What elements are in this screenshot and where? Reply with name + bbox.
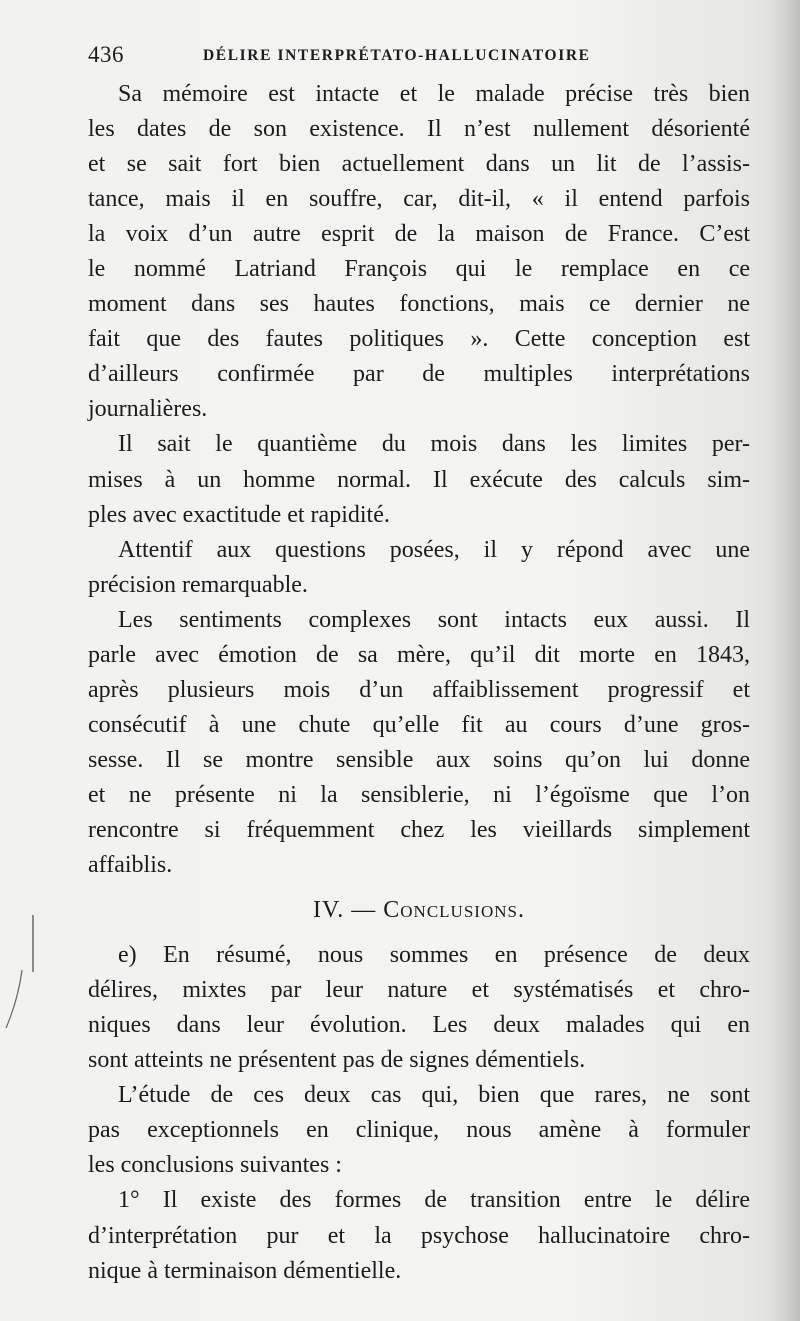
text-line: tance, mais il en souffre, car, dit-il, « il entend parfois: [88, 186, 750, 213]
body-text: [88, 77, 750, 1289]
text-line: nique à terminaison démentielle.: [88, 1257, 402, 1284]
text-line: mises à un homme normal. Il exécute des calculs sim-: [88, 466, 750, 493]
text-line: e) En résumé, nous sommes en présence de deux: [118, 942, 750, 969]
paragraph: [88, 1183, 750, 1288]
text-line: Attentif aux questions posées, il y répond avec une: [118, 536, 750, 563]
text-line: journalières.: [88, 396, 208, 423]
text-line: 1° Il existe des formes de transition entre le délire: [118, 1187, 750, 1214]
text-line: sont atteints ne présentent pas de signes démentiels.: [88, 1047, 586, 1074]
text-line: niques dans leur évolution. Les deux malades qui en: [88, 1012, 750, 1039]
text-line: délires, mixtes par leur nature et systématisés et chro-: [88, 977, 750, 1004]
text-line: précision remarquable.: [88, 571, 308, 598]
margin-pencil-marks: [0, 900, 40, 1040]
heading-spacer: [88, 883, 750, 893]
text-line: les dates de son existence. Il n’est nullement désorienté: [88, 116, 750, 143]
paragraph: [88, 533, 750, 603]
text-line: Il sait le quantième du mois dans les limites per-: [118, 431, 750, 458]
paragraph: [88, 603, 750, 883]
text-line: la voix d’un autre esprit de la maison de France. C’est: [88, 221, 750, 248]
text-line: Sa mémoire est intacte et le malade précise très bien: [118, 81, 750, 107]
running-title: DÉLIRE INTERPRÉTATO-HALLUCINATOIRE: [203, 47, 591, 64]
text-line: parle avec émotion de sa mère, qu’il dit morte en 1843,: [88, 641, 750, 668]
text-line: et ne présente ni la sensiblerie, ni l’égoïsme que l’on: [88, 781, 750, 808]
text-line: d’interprétation pur et la psychose hallucinatoire chro-: [88, 1222, 750, 1249]
text-line: après plusieurs mois d’un affaiblissement progressif et: [88, 676, 750, 703]
paragraph: [88, 427, 750, 532]
page-edge-shadow: [770, 0, 800, 1321]
text-line: affaiblis.: [88, 852, 173, 879]
heading-spacer: [88, 928, 750, 938]
running-header: [88, 40, 748, 70]
text-line: sesse. Il se montre sensible aux soins qu’on lui donne: [88, 746, 750, 773]
section-heading: IV. — Conclusions.: [313, 897, 525, 924]
text-line: les conclusions suivantes :: [88, 1152, 342, 1179]
page-number: 436: [88, 42, 124, 67]
text-line: moment dans ses hautes fonctions, mais ce dernier ne: [88, 291, 750, 318]
text-line: rencontre si fréquemment chez les vieillards simplement: [88, 816, 750, 843]
text-line: et se sait fort bien actuellement dans un lit de l’assis-: [88, 151, 750, 178]
text-line: consécutif à une chute qu’elle fit au cours d’une gros-: [88, 711, 750, 738]
text-line: pas exceptionnels en clinique, nous amène à formuler: [88, 1117, 750, 1144]
text-line: d’ailleurs confirmée par de multiples interprétations: [88, 361, 750, 388]
paragraph: [88, 1078, 750, 1183]
paragraph: [88, 938, 750, 1078]
text-line: L’étude de ces deux cas qui, bien que rares, ne sont: [118, 1082, 750, 1109]
text-line: ples avec exactitude et rapidité.: [88, 501, 390, 528]
text-line: fait que des fautes politiques ». Cette conception est: [88, 326, 750, 353]
paragraph: [88, 77, 750, 427]
text-line: le nommé Latriand François qui le remplace en ce: [88, 256, 750, 283]
text-line: Les sentiments complexes sont intacts eux aussi. Il: [118, 606, 750, 633]
